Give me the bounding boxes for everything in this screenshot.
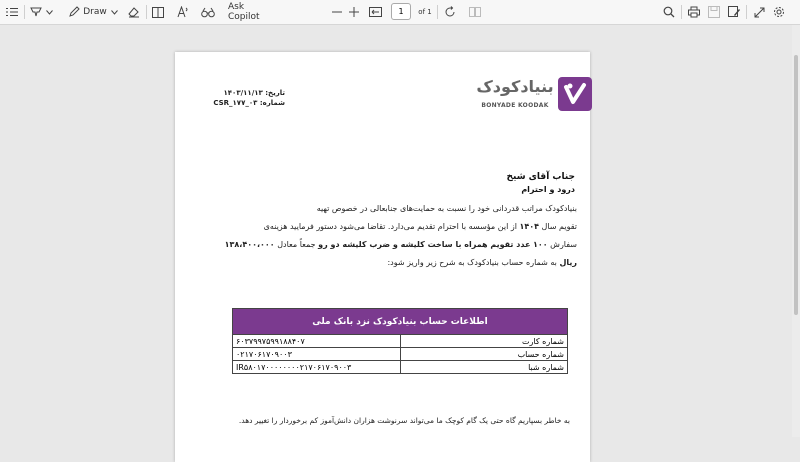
table-row: [233, 348, 568, 361]
read-aloud-icon[interactable]: [176, 3, 190, 21]
page-total: of 1: [418, 8, 432, 16]
logo-name: بنیادکودک: [476, 77, 554, 96]
ask-copilot-button[interactable]: Ask Copilot: [228, 2, 260, 22]
two-page-view-icon[interactable]: [468, 3, 482, 21]
contents-icon[interactable]: [4, 3, 20, 21]
toolbar-divider: [24, 5, 25, 19]
toolbar-divider: [146, 5, 147, 19]
eraser-icon[interactable]: [127, 3, 141, 21]
pdf-page: [175, 52, 590, 462]
currency-unit: ریال: [559, 258, 577, 267]
salutation: درود و احترام: [521, 185, 575, 194]
body-line-1: [225, 204, 577, 213]
body-line-4: [225, 258, 577, 267]
row-value: IR۵۸۰۱۷۰۰۰۰۰۰۰۰۲۱۷۰۶۱۷۰۹۰۰۳: [233, 361, 401, 374]
document-viewer[interactable]: [0, 25, 800, 437]
expand-icon[interactable]: [752, 3, 766, 21]
vertical-scrollbar[interactable]: [792, 25, 800, 437]
body-line-2: [225, 222, 577, 231]
body-text: از این مؤسسه با احترام تقدیم می‌دارد. تقاضا می‌شود دستور فرمایید هزینه‌ی: [263, 222, 517, 231]
table-row: [233, 361, 568, 374]
row-value: ۰۲۱۷۰۶۱۷۰۹۰۰۳: [233, 348, 401, 361]
row-label: شماره حساب: [401, 348, 568, 361]
order-amount: ۱۳۸،۴۰۰،۰۰۰: [224, 240, 275, 249]
highlight-icon[interactable]: [29, 3, 43, 21]
row-label: شماره شبا: [401, 361, 568, 374]
zoom-in-icon[interactable]: [347, 3, 361, 21]
save-icon[interactable]: [707, 3, 721, 21]
order-description: عدد تقویم همراه با ساخت کلیشه و ضرب کلیشه دو رو: [318, 240, 531, 249]
scrollbar-thumb[interactable]: [794, 55, 798, 315]
search-icon[interactable]: [662, 3, 676, 21]
chevron-down-icon[interactable]: [44, 3, 54, 21]
calendar-year: ۱۴۰۴: [519, 222, 539, 231]
logo-subtitle: BONYADE KOODAK: [481, 102, 549, 109]
bank-account-table: [232, 308, 568, 374]
body-line-3: [223, 240, 577, 249]
immersive-reader-icon[interactable]: [200, 3, 216, 21]
order-count: ۱۰۰: [532, 240, 548, 249]
page-view-icon[interactable]: [151, 3, 165, 21]
toolbar-divider: [681, 5, 682, 19]
letter-date: تاریخ: ۱۴۰۳/۱۱/۱۳: [223, 89, 285, 97]
row-label: شماره کارت: [401, 335, 568, 348]
brand-logo-icon: [558, 77, 592, 111]
chevron-down-icon[interactable]: [109, 3, 119, 21]
save-as-icon[interactable]: [727, 3, 741, 21]
body-text: به شماره حساب بنیادکودک به شرح زیر واریز شود:: [387, 258, 557, 267]
rotate-icon[interactable]: [443, 3, 457, 21]
print-icon[interactable]: [687, 3, 701, 21]
body-text: جمعاً معادل: [277, 240, 316, 249]
toolbar-divider: [437, 5, 438, 19]
page-number-input[interactable]: 1: [391, 3, 411, 20]
body-text: بنیادکودک مراتب قدردانی خود را نسبت به حمایت‌های جنابعالی در خصوص تهیه: [316, 204, 577, 213]
letter-number: شماره: CSR_۱۷۷_۰۳: [213, 99, 285, 107]
logo: [475, 77, 595, 117]
toolbar-divider: [746, 5, 747, 19]
body-text: تقویم سال: [541, 222, 577, 231]
table-header: اطلاعات حساب بنیادکودک نزد بانک ملی: [233, 309, 568, 335]
gear-icon[interactable]: [772, 3, 786, 21]
draw-icon[interactable]: [67, 3, 81, 21]
zoom-out-icon[interactable]: [330, 3, 344, 21]
closing-sentence: به خاطر بسپاریم گاه حتی یک گام کوچک ما می‌تواند سرنوشت هزاران دانش‌آموز کم برخوردار را تغییر دهد.: [238, 416, 570, 425]
body-text: سفارش: [550, 240, 577, 249]
fit-page-icon[interactable]: [367, 3, 383, 21]
pdf-toolbar: [0, 0, 800, 25]
row-value: ۶۰۳۷۹۹۷۵۹۹۱۸۸۴۰۷: [233, 335, 401, 348]
table-row: [233, 335, 568, 348]
draw-button[interactable]: Draw: [83, 7, 107, 17]
greeting: جناب آقای شیخ: [506, 172, 575, 182]
